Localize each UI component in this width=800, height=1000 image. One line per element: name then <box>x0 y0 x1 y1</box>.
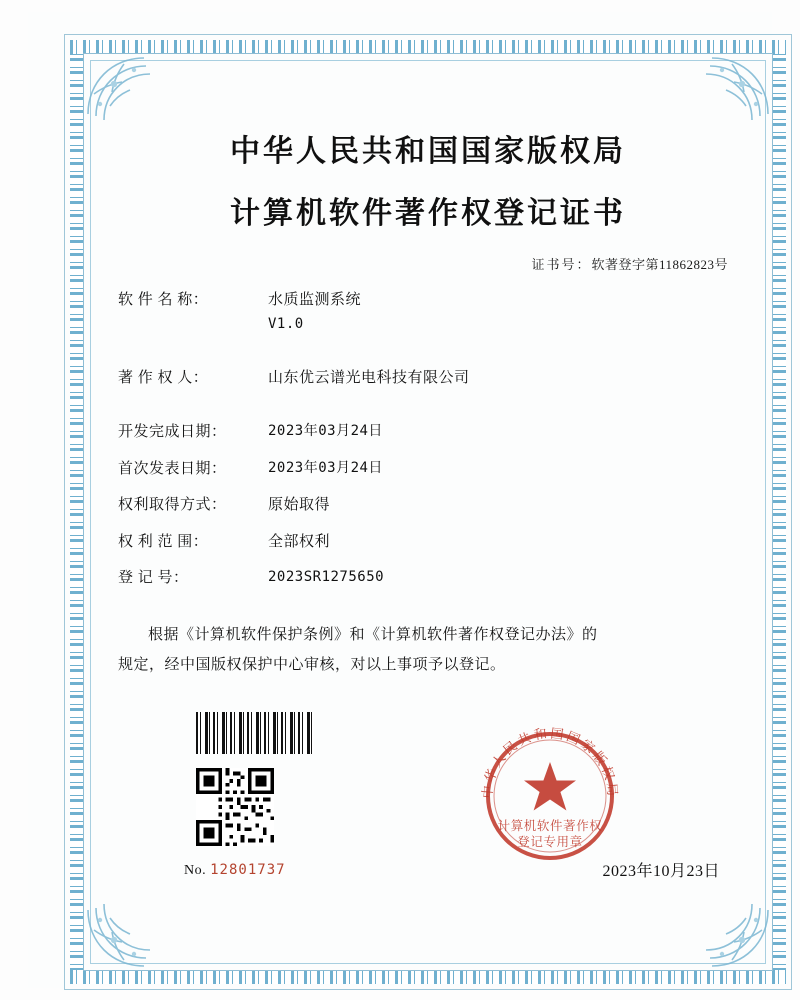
field-rights-acquisition-method <box>118 494 738 517</box>
barcode <box>196 712 314 754</box>
serial-label: No. <box>184 862 207 878</box>
official-seal <box>470 716 630 876</box>
field-value: 山东优云谱光电科技有限公司 <box>268 369 470 386</box>
statement-line-2: 规定，经中国版权保护中心审核，对以上事项予以登记。 <box>118 656 506 673</box>
issuer-title: 中华人民共和国国家版权局 <box>230 134 626 169</box>
field-value: 2023年03月24日 <box>268 423 383 439</box>
qr-code <box>196 768 274 846</box>
statement-line-1: 根据《计算机软件保护条例》和《计算机软件著作权登记办法》的 <box>148 626 598 643</box>
certificate-content <box>118 102 738 932</box>
field-label: 登 记 号： <box>118 570 189 586</box>
software-version-value: V1.0 <box>268 315 304 332</box>
certificate-title: 计算机软件著作权登记证书 <box>230 196 626 231</box>
field-label: 首次发表日期： <box>118 460 227 477</box>
legal-statement <box>118 620 738 680</box>
field-value: 2023年03月24日 <box>268 459 383 476</box>
svg-text:中华人民共和国国家版权局: 中华人民共和国国家版权局 <box>480 726 620 799</box>
field-value: 全部权利 <box>268 533 331 550</box>
software-name-value: 水质监测系统 <box>268 292 362 308</box>
certificate-number-label: 证书号： <box>531 257 592 272</box>
field-development-completion-date <box>118 421 738 444</box>
fields-block <box>118 289 738 590</box>
certificate-number-line <box>118 254 738 273</box>
serial-number <box>184 862 286 879</box>
field-rights-scope <box>118 531 738 554</box>
svg-text:计算机软件著作权: 计算机软件著作权 <box>497 817 603 833</box>
certificate-footer <box>118 706 738 896</box>
field-registration-number <box>118 567 738 590</box>
spacer <box>118 335 738 353</box>
field-label: 权 利 范 围： <box>118 533 209 550</box>
spacer <box>118 389 738 407</box>
field-copyright-owner <box>118 367 738 390</box>
certificate-number-value: 软著登字第11862823号 <box>591 257 728 272</box>
field-value: 2023SR1275650 <box>268 569 385 585</box>
field-label: 权利取得方式： <box>118 497 227 513</box>
field-first-publication-date <box>118 458 738 481</box>
issue-date: 2023年10月23日 <box>602 862 720 880</box>
field-value: 原始取得 <box>268 497 331 513</box>
field-value <box>268 289 738 335</box>
field-software-name <box>118 289 738 335</box>
field-label: 著 作 权 人： <box>118 369 209 386</box>
field-label: 软 件 名 称： <box>118 292 209 308</box>
certificate-sheet <box>28 12 772 988</box>
serial-value: 12801737 <box>210 861 286 878</box>
svg-text:登记专用章: 登记专用章 <box>517 833 583 849</box>
field-label: 开发完成日期： <box>118 424 227 440</box>
